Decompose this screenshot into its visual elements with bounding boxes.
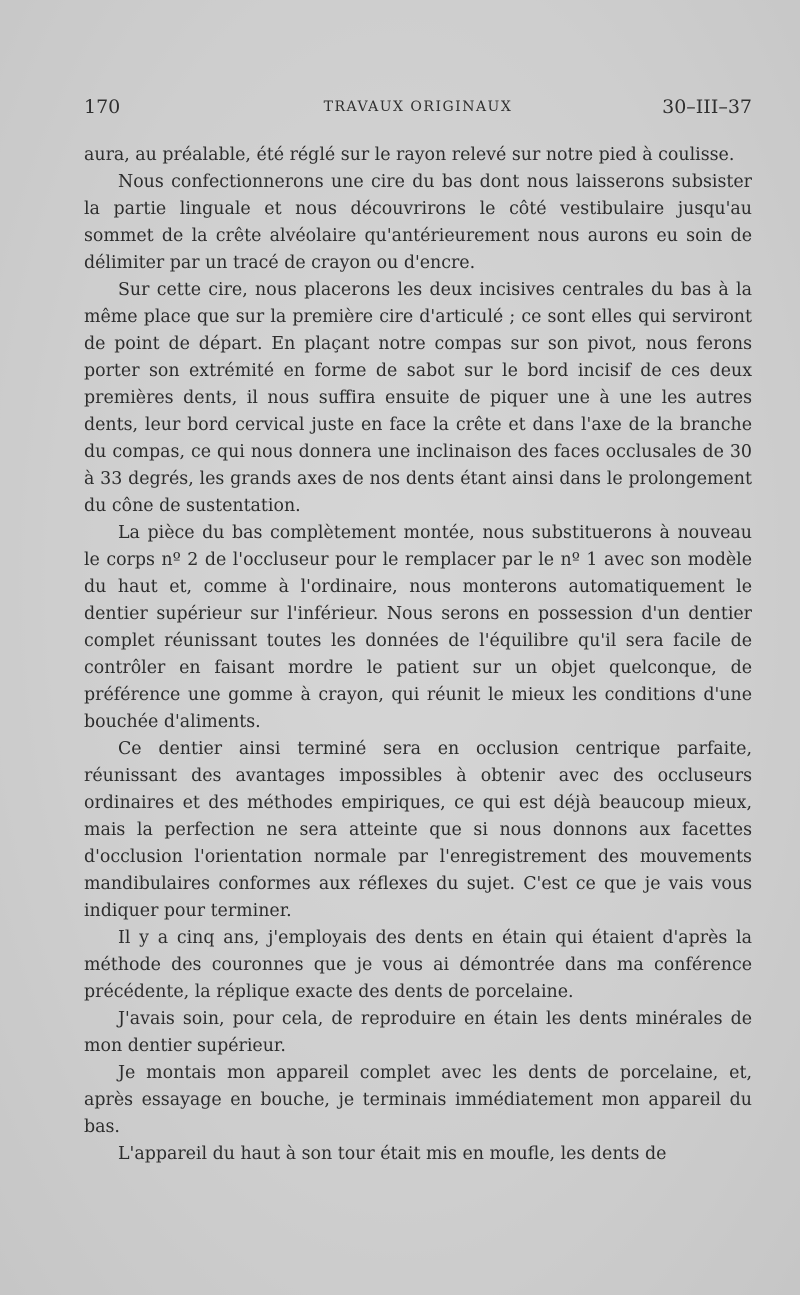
running-head: [84, 93, 752, 121]
issue-date: 30–III–37: [662, 96, 752, 118]
paragraph: La pièce du bas complètement montée, nous substituerons à nouveau le corps nº 2 de l'occluseur pour le remplacer par le nº 1 avec son modèle du haut et, comme à l'ordinaire, nous monterons automatiquement le dentier supérieur sur l'inférieur. Nous serons en possession d'un dentier complet réunissant toutes les données de l'équilibre qu'il sera facile de contrôler en faisant mordre le patient sur un objet quelconque, de préférence une gomme à crayon, qui réunit le mieux les conditions d'une bouchée d'aliments.: [84, 523, 752, 732]
paragraph: Je montais mon appareil complet avec les dents de porcelaine, et, après essayage en bouche, je terminais immédiatement mon appareil du bas.: [84, 1063, 752, 1137]
body-text: [84, 142, 752, 1168]
paragraph-last: L'appareil du haut à son tour était mis en moufle, les dents de: [118, 1144, 667, 1164]
paragraph-continued: aura, au préalable, été réglé sur le rayon relevé sur notre pied à coulisse.: [84, 145, 735, 165]
paragraph: Ce dentier ainsi terminé sera en occlusion centrique parfaite, réunissant des avantages impossibles à obtenir avec des occluseurs ordinaires et des méthodes empiriques, ce qui est déjà beaucoup mieux, mais la perfection ne sera atteinte que si nous donnons aux facettes d'occlusion l'orientation normale par l'enregistrement des mouvements mandibulaires conformes aux réflexes du sujet. C'est ce que je vais vous indiquer pour terminer.: [84, 739, 752, 921]
paragraph: J'avais soin, pour cela, de reproduire en étain les dents minérales de mon dentier supérieur.: [84, 1009, 752, 1056]
running-title: TRAVAUX ORIGINAUX: [323, 99, 513, 115]
page-number: 170: [84, 96, 121, 118]
paragraph: Sur cette cire, nous placerons les deux incisives centrales du bas à la même place que sur la première cire d'articulé ; ce sont elles qui serviront de point de départ. En plaçant notre compas sur son pivot, nous ferons porter son extrémité en forme de sabot sur le bord incisif de ces deux premières dents, il nous suffira ensuite de piquer une à une les autres dents, leur bord cervical juste en face la crête et dans l'axe de la branche du compas, ce qui nous donnera une inclinaison des faces occlusales de 30 à 33 degrés, les grands axes de nos dents étant ainsi dans le prolongement du cône de sustentation.: [84, 280, 752, 516]
paragraph: Il y a cinq ans, j'employais des dents en étain qui étaient d'après la méthode des couronnes que je vous ai démontrée dans ma conférence précédente, la réplique exacte des dents de porcelaine.: [84, 928, 752, 1002]
paragraph: Nous confectionnerons une cire du bas dont nous laisserons subsister la partie linguale et nous découvrirons le côté vestibulaire jusqu'au sommet de la crête alvéolaire qu'antérieurement nous aurons eu soin de délimiter par un tracé de crayon ou d'encre.: [84, 172, 752, 273]
